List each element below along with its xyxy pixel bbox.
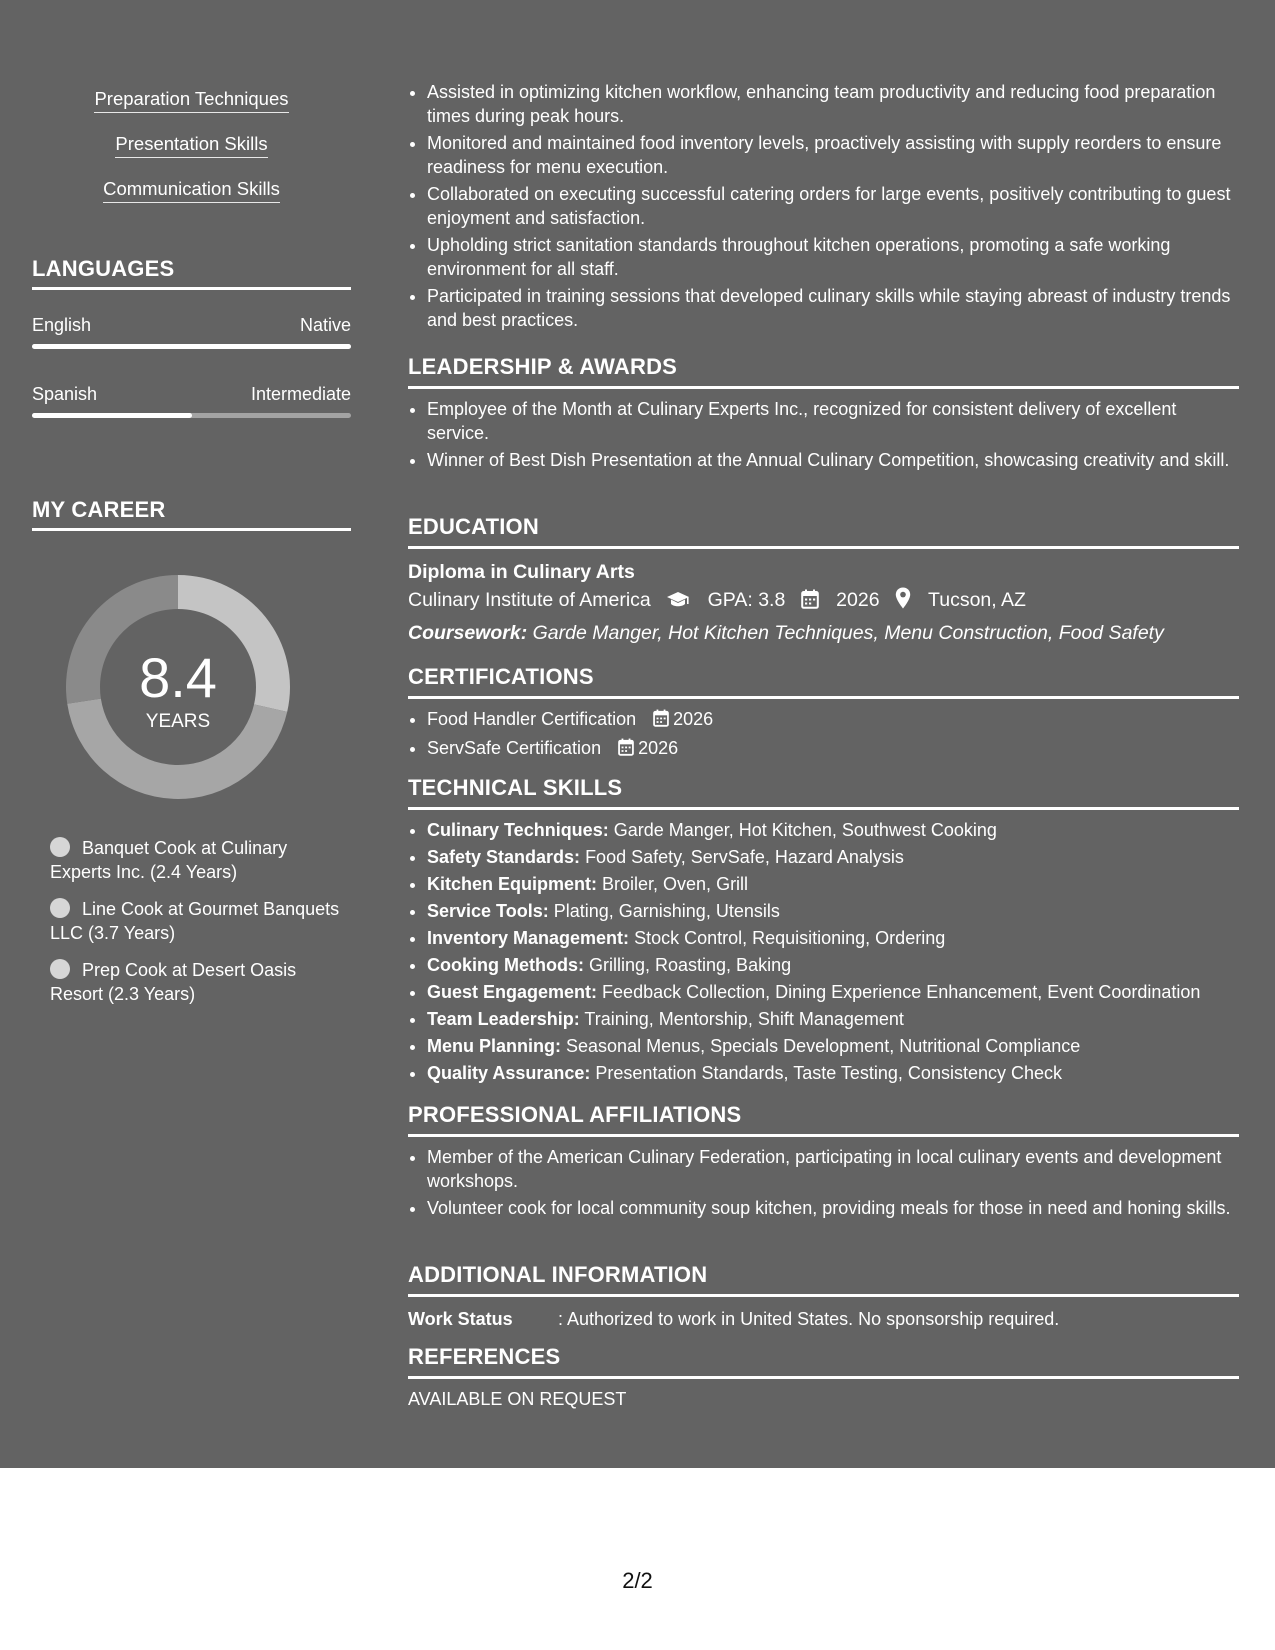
experience-bullets <box>408 80 1239 332</box>
additional-info-section <box>408 1262 1239 1331</box>
list-item <box>427 845 1239 869</box>
additional-info-heading: ADDITIONAL INFORMATION <box>408 1262 708 1287</box>
technical-skills-section <box>408 775 1239 1088</box>
skill-category: Menu Planning: <box>427 1036 561 1056</box>
skill-link[interactable]: Communication Skills <box>103 178 280 203</box>
legend-dot-icon <box>50 837 70 857</box>
page-number: 2/2 <box>622 1568 653 1593</box>
list-item <box>427 980 1239 1004</box>
leadership-section <box>408 354 1239 475</box>
coursework <box>408 618 1239 648</box>
technical-skills-heading: TECHNICAL SKILLS <box>408 775 623 800</box>
career-legend-item <box>50 958 340 1006</box>
career-legend-label: Line Cook at Gourmet Banquets LLC (3.7 Years) <box>50 899 340 943</box>
career-legend-item <box>50 897 340 945</box>
skill-category: Safety Standards: <box>427 847 581 867</box>
skill-category: Culinary Techniques: <box>427 820 609 840</box>
career-legend-label: Prep Cook at Desert Oasis Resort (2.3 Years) <box>50 960 297 1004</box>
certification-year: 2026 <box>673 709 714 729</box>
career-legend <box>50 836 340 1019</box>
list-item <box>427 926 1239 950</box>
skill-values: Garde Manger, Hot Kitchen, Southwest Cooking <box>613 820 997 840</box>
list-item <box>427 872 1239 896</box>
list-item: • Collaborated on executing successful catering orders for large events, positively contributing to guest enjoyment and satisfaction. <box>427 182 1239 230</box>
language-name: English <box>32 315 92 335</box>
leadership-list <box>408 397 1239 472</box>
education-section <box>408 514 1239 648</box>
list-item: • Winner of Best Dish Presentation at the Annual Culinary Competition, showcasing creativity and skill. <box>427 448 1239 472</box>
career-divider <box>32 528 351 531</box>
career-heading: MY CAREER <box>32 497 166 522</box>
education-year: 2026 <box>836 589 880 611</box>
skill-values: Feedback Collection, Dining Experience Enhancement, Event Coordination <box>602 982 1201 1002</box>
language-proficiency-bar <box>32 344 351 349</box>
list-item: • Employee of the Month at Culinary Experts Inc., recognized for consistent delivery of excellent service. <box>427 397 1239 445</box>
skill-values: Presentation Standards, Taste Testing, Consistency Check <box>595 1063 1062 1083</box>
education-details <box>408 585 1239 618</box>
work-status-row <box>408 1307 1239 1331</box>
certification-name: ServSafe Certification <box>427 738 602 758</box>
list-item: • Upholding strict sanitation standards throughout kitchen operations, promoting a safe working environment for all staff. <box>427 233 1239 281</box>
certifications-list <box>408 707 1239 762</box>
language-proficiency-fill <box>32 413 192 418</box>
language-name: Spanish <box>32 384 98 404</box>
calendar-icon <box>653 709 669 733</box>
skill-category: Inventory Management: <box>427 928 630 948</box>
calendar-icon <box>801 588 819 618</box>
skill-values: Food Safety, ServSafe, Hazard Analysis <box>585 847 904 867</box>
career-legend-label: Banquet Cook at Culinary Experts Inc. (2.4 Years) <box>50 838 288 882</box>
career-total-years: 8.4 <box>139 646 217 709</box>
list-item <box>427 899 1239 923</box>
skill-category: Cooking Methods: <box>427 955 584 975</box>
list-item <box>427 818 1239 842</box>
career-legend-item <box>50 836 340 884</box>
list-item: • Monitored and maintained food inventory levels, proactively assisting with supply reorders to ensure readiness for menu execution. <box>427 131 1239 179</box>
section-divider <box>408 386 1239 389</box>
certification-year: 2026 <box>638 738 679 758</box>
list-item: • Participated in training sessions that developed culinary skills while staying abreast of industry trends and best practices. <box>427 284 1239 332</box>
language-level: Native <box>299 315 351 335</box>
leadership-heading: LEADERSHIP & AWARDS <box>408 354 678 379</box>
location-pin-icon <box>895 587 911 618</box>
skill-values: Grilling, Roasting, Baking <box>589 955 792 975</box>
calendar-icon <box>618 738 634 762</box>
affiliations-section <box>408 1102 1239 1223</box>
technical-skills-list <box>408 818 1239 1085</box>
education-location: Tucson, AZ <box>928 589 1026 611</box>
skill-link[interactable]: Presentation Skills <box>115 133 267 158</box>
references-heading: REFERENCES <box>408 1344 561 1369</box>
section-divider <box>408 546 1239 549</box>
certification-name: Food Handler Certification <box>427 709 637 729</box>
skill-links <box>32 88 351 223</box>
languages-heading: LANGUAGES <box>32 256 175 281</box>
education-heading: EDUCATION <box>408 514 539 539</box>
affiliations-list <box>408 1145 1239 1220</box>
career-donut-chart <box>66 575 290 799</box>
section-divider <box>408 1294 1239 1297</box>
skill-category: Service Tools: <box>427 901 549 921</box>
coursework-list: Garde Manger, Hot Kitchen Techniques, Menu Construction, Food Safety <box>532 622 1164 644</box>
gpa: GPA: 3.8 <box>707 589 786 611</box>
section-divider <box>408 1134 1239 1137</box>
language-proficiency-bar <box>32 413 351 418</box>
school-name: Culinary Institute of America <box>408 589 651 611</box>
certifications-section <box>408 664 1239 765</box>
section-divider <box>408 696 1239 699</box>
references-section <box>408 1344 1239 1410</box>
skill-values: Plating, Garnishing, Utensils <box>553 901 780 921</box>
certifications-heading: CERTIFICATIONS <box>408 664 594 689</box>
list-item <box>427 953 1239 977</box>
languages-divider <box>32 287 351 290</box>
language-level: Intermediate <box>250 384 351 404</box>
skill-category: Guest Engagement: <box>427 982 598 1002</box>
skill-category: Team Leadership: <box>427 1009 580 1029</box>
experience-section <box>408 80 1239 335</box>
skill-values: Seasonal Menus, Specials Development, Nutritional Compliance <box>566 1036 1081 1056</box>
work-status-label: Work Status <box>408 1309 513 1329</box>
references-text: AVAILABLE ON REQUEST <box>408 1389 627 1409</box>
section-divider <box>408 807 1239 810</box>
list-item <box>427 1007 1239 1031</box>
list-item: • Assisted in optimizing kitchen workflow, enhancing team productivity and reducing food preparation times during peak hours. <box>427 80 1239 128</box>
work-status-value: : Authorized to work in United States. No sponsorship required. <box>558 1309 1060 1329</box>
skill-values: Training, Mentorship, Shift Management <box>584 1009 904 1029</box>
skill-values: Stock Control, Requisitioning, Ordering <box>634 928 946 948</box>
language-proficiency-fill <box>32 344 351 349</box>
coursework-label: Coursework: <box>408 622 528 644</box>
list-item: • Volunteer cook for local community soup kitchen, providing meals for those in need and honing skills. <box>427 1196 1239 1220</box>
degree-title: Diploma in Culinary Arts <box>408 561 635 583</box>
graduation-cap-icon <box>666 588 690 618</box>
list-item <box>427 1034 1239 1058</box>
skill-link[interactable]: Preparation Techniques <box>94 88 288 113</box>
list-item <box>427 736 1239 762</box>
section-divider <box>408 1376 1239 1379</box>
list-item: • Member of the American Culinary Federation, participating in local culinary events and development workshops. <box>427 1145 1239 1193</box>
skill-values: Broiler, Oven, Grill <box>602 874 749 894</box>
skill-category: Quality Assurance: <box>427 1063 591 1083</box>
list-item <box>427 707 1239 733</box>
legend-dot-icon <box>50 959 70 979</box>
skill-category: Kitchen Equipment: <box>427 874 597 894</box>
career-total-unit: YEARS <box>145 711 211 732</box>
affiliations-heading: PROFESSIONAL AFFILIATIONS <box>408 1102 742 1127</box>
legend-dot-icon <box>50 898 70 918</box>
list-item <box>427 1061 1239 1085</box>
